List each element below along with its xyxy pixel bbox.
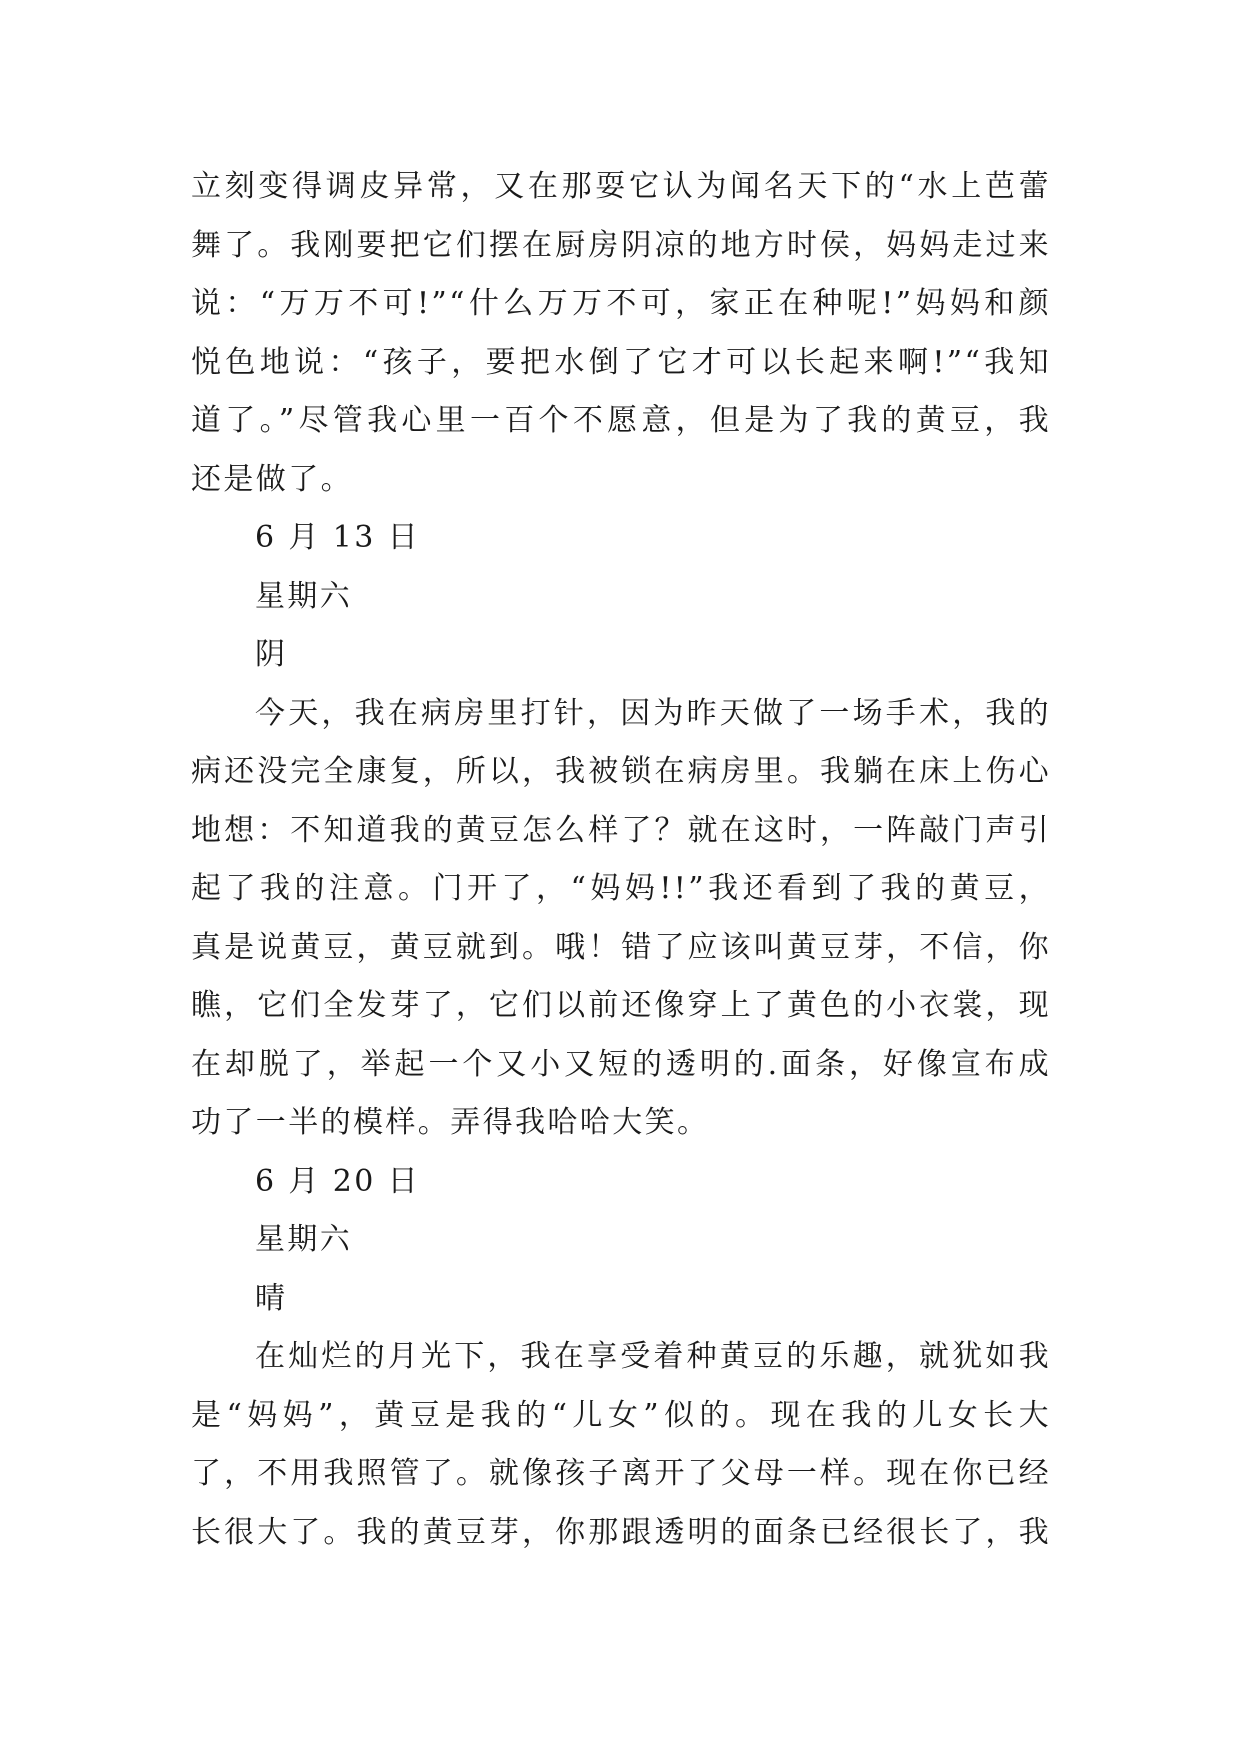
paragraph-3: [191, 1328, 1051, 1562]
text-line: 功了一半的模样。弄得我哈哈大笑。: [191, 1105, 710, 1140]
text-line: 长很大了。我的黄豆芽，你那跟透明的面条已经很长了，我: [191, 1514, 1051, 1550]
diary-entry-header-1: [191, 509, 1051, 685]
entry-date: 6 月 20 日: [255, 1163, 421, 1199]
text-line: 说：“万万不可!”“什么万万不可，家正在种呢!”妈妈和颜: [191, 286, 1051, 321]
diary-entry-header-2: [191, 1153, 1051, 1329]
entry-weather: 晴: [255, 1280, 288, 1316]
document-body: [191, 158, 1051, 1562]
text-line: 道了。”尽管我心里一百个不愿意，但是为了我的黄豆，我: [191, 403, 1051, 438]
entry-date: 6 月 13 日: [255, 520, 421, 555]
entry-weather: 阴: [255, 637, 288, 672]
text-line: 病还没完全康复，所以，我被锁在病房里。我躺在床上伤心: [191, 754, 1051, 789]
text-line: 立刻变得调皮异常，又在那耍它认为闻名天下的“水上芭蕾: [191, 169, 1051, 204]
paragraph-1: [191, 158, 1051, 509]
text-line: 地想：不知道我的黄豆怎么样了？就在这时，一阵敲门声引: [191, 812, 1051, 848]
text-line: 在灿烂的月光下，我在享受着种黄豆的乐趣，就犹如我: [255, 1339, 1051, 1374]
text-line: 瞧，它们全发芽了，它们以前还像穿上了黄色的小衣裳，现: [191, 988, 1051, 1023]
text-line: 舞了。我刚要把它们摆在厨房阴凉的地方时侯，妈妈走过来: [191, 227, 1051, 263]
text-line: 今天，我在病房里打针，因为昨天做了一场手术，我的: [255, 695, 1051, 731]
text-line: 还是做了。: [191, 461, 353, 497]
paragraph-2: [191, 685, 1051, 1153]
text-line: 了，不用我照管了。就像孩子离开了父母一样。现在你已经: [191, 1456, 1051, 1491]
text-line: 真是说黄豆，黄豆就到。哦！错了应该叫黄豆芽，不信，你: [191, 929, 1051, 965]
entry-weekday: 星期六: [255, 1222, 353, 1257]
text-line: 悦色地说：“孩子，要把水倒了它才可以长起来啊!”“我知: [191, 344, 1051, 380]
text-line: 起了我的注意。门开了，“妈妈!!”我还看到了我的黄豆，: [191, 871, 1051, 906]
text-line: 是“妈妈”，黄豆是我的“儿女”似的。现在我的儿女长大: [191, 1397, 1051, 1433]
entry-weekday: 星期六: [255, 578, 353, 614]
text-line: 在却脱了，举起一个又小又短的透明的.面条，好像宣布成: [191, 1046, 1051, 1082]
